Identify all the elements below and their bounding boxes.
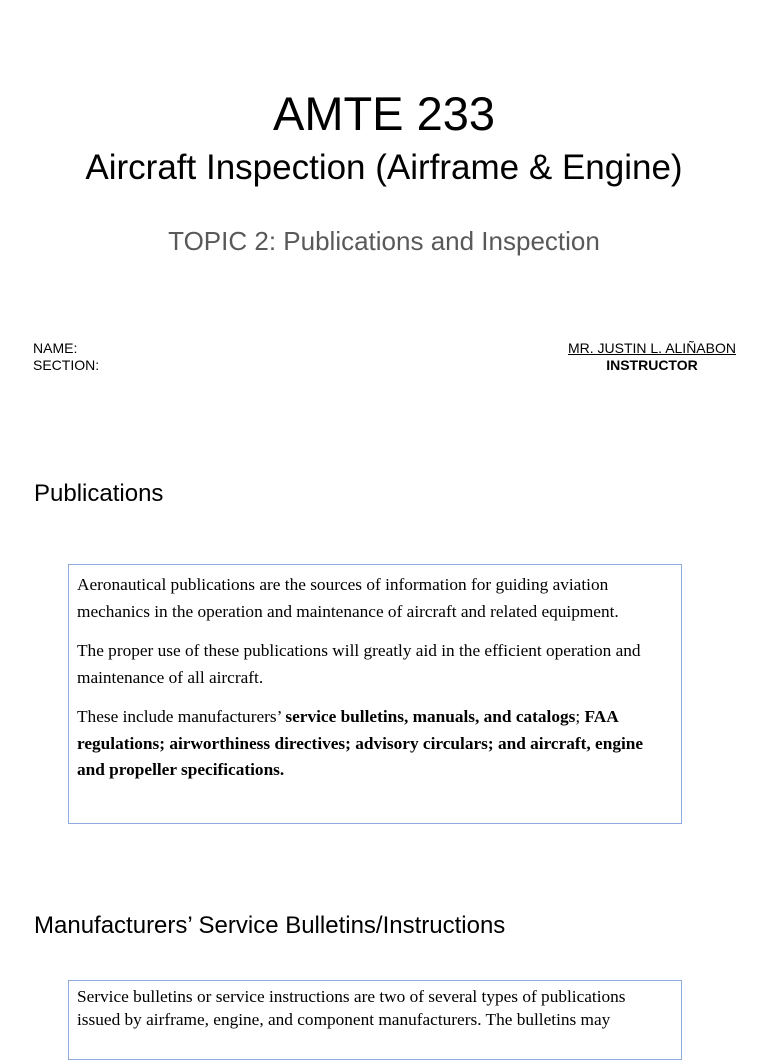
section-label: SECTION: [33, 357, 100, 373]
topic-title: TOPIC 2: Publications and Inspection [168, 226, 600, 256]
publications-heading: Publications [34, 480, 164, 507]
bulletins-paragraph-line-2: issued by airframe, engine, and component manufacturers. The bulletins may [77, 1009, 611, 1029]
bulletins-heading: Manufacturers’ Service Bulletins/Instructions [34, 912, 506, 939]
course-title: Aircraft Inspection (Airframe & Engine) [85, 148, 683, 187]
bulletins-text-box [68, 980, 682, 1060]
publications-paragraph-2: The proper use of these publications will greatly aid in the efficient operation and maintenance of all aircraft. [77, 641, 641, 687]
publications-text-box [68, 564, 682, 824]
instructor-role: INSTRUCTOR [606, 357, 698, 373]
name-label: NAME: [33, 340, 78, 356]
instructor-info [568, 340, 736, 374]
student-info [33, 340, 99, 374]
publications-paragraph-3-bold-2: FAA regulations; airworthiness directives; advisory circulars; and aircraft, engine and propeller specifications. [77, 707, 644, 779]
publications-paragraph-3 [77, 704, 673, 784]
bulletins-paragraph-line-1: Service bulletins or service instructions are two of several types of publications [77, 987, 626, 1006]
publications-paragraph-3-separator: ; [575, 707, 585, 726]
publications-paragraph-1: Aeronautical publications are the sources of information for guiding aviation mechanics in the operation and maintenance of aircraft and related equipment. [77, 575, 619, 621]
publications-paragraph-3-bold-1: service bulletins, manuals, and catalogs [285, 707, 576, 726]
instructor-name: MR. JUSTIN L. ALIÑABON [567, 340, 736, 356]
course-code: AMTE 233 [272, 87, 496, 140]
publications-paragraph-3-prefix: These include manufacturers’ [77, 707, 286, 726]
